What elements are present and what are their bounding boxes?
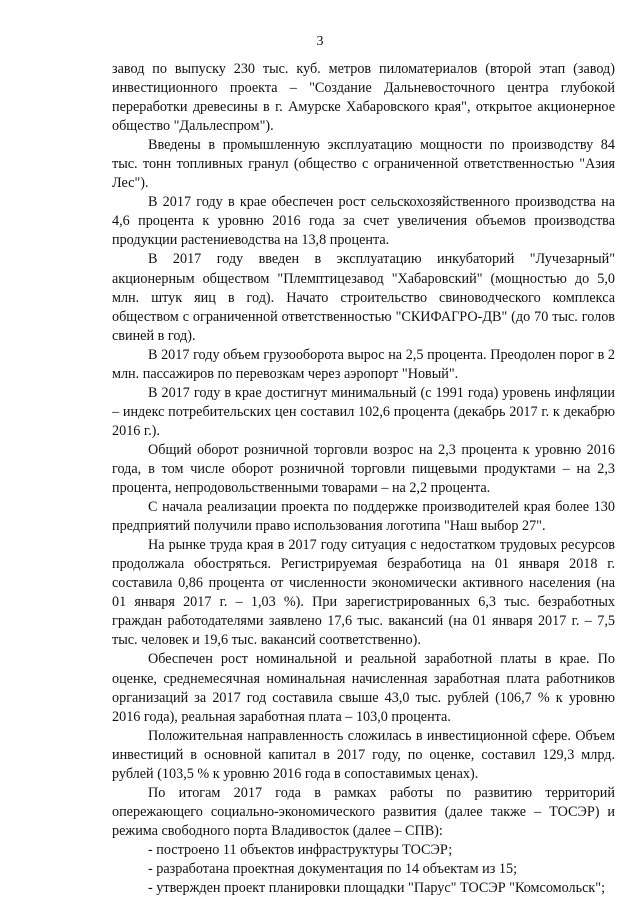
list-item: - разработана проектная документация по 14 объектам из 15; [148,860,518,877]
paragraph: На рынке труда края в 2017 году ситуация с недостатком трудовых ресурсов продолжала обостряться. Регистрируемая безработица на 01 января 2018 г. составила 0,86 процента от численности экономически активного населения (на 01 января 2017 г. – 1,03 %). При зарегистрированных 6,3 тыс. безработных граждан работодателями заявлено 17,6 тыс. вакансий (на 01 января 2017 г. – 7,5 тыс. человек и 19,6 тыс. вакансий соответственно). [112,537,615,649]
paragraph: С начала реализации проекта по поддержке производителей края более 130 предприятий получили право использования логотипа "Наш выбор 27". [112,499,615,535]
paragraph: Положительная направленность сложилась в инвестиционной сфере. Объем инвестиций в основной капитал в 2017 году, по оценке, составил 129,3 млрд. рублей (103,5 % к уровню 2016 года в сопоставимых ценах). [112,727,615,782]
paragraph: завод по выпуску 230 тыс. куб. метров пиломатериалов (второй этап (завод) инвестиционного проекта – "Создание Дальневосточного центра глубокой переработки древесины в г. Амурске Хабаровского края", открытое акционерное общество "Дальлеспром"). [112,61,615,135]
paragraph: В 2017 году в крае достигнут минимальный (с 1991 года) уровень инфляции – индекс потребительских цен составил 102,6 процента (декабрь 2017 г. к декабрю 2016 г.). [112,384,615,439]
list-item: - утвержден проект планировки площадки "Парус" ТОСЭР "Комсомольск"; [148,880,606,897]
paragraph: В 2017 году введен в эксплуатацию инкубаторий "Лучезарный" акционерным обществом "Племптицезавод "Хабаровский" (мощностью до 5,0 млн. штук яиц в год). Начато строительство свиноводческого комплекса обществом с ограниченной ответственностью "СКИФАГРО-ДВ" (до 70 тыс. голов свиней в год). [112,251,615,344]
paragraph: Введены в промышленную эксплуатацию мощности по производству 84 тыс. тонн топливных гранул (общество с ограниченной ответственностью "Азия Лес"). [112,137,615,192]
paragraph: По итогам 2017 года в рамках работы по развитию территорий опережающего социально-экономического развития (далее также – ТОСЭР) и режима свободного порта Владивосток (далее – СПВ): [112,784,615,839]
paragraph: В 2017 году объем грузооборота вырос на 2,5 процента. Преодолен порог в 2 млн. пассажиров по перевозкам через аэропорт "Новый". [112,346,615,382]
page-number: 3 [316,34,324,49]
paragraph: В 2017 году в крае обеспечен рост сельскохозяйственного производства на 4,6 процента к уровню 2016 года за счет увеличения объемов производства продукции растениеводства на 13,8 процента. [112,194,615,249]
paragraph: Общий оборот розничной торговли возрос на 2,3 процента к уровню 2016 года, в том числе оборот розничной торговли пищевыми продуктами – на 2,3 процента, непродовольственными товарами – на 2,2 процента. [112,441,615,497]
document-body [112,60,615,898]
list-item: - построено 11 объектов инфраструктуры ТОСЭР; [148,841,453,858]
paragraph: Обеспечен рост номинальной и реальной заработной платы в крае. По оценке, среднемесячная номинальная начисленная заработная плата работников организаций за 2017 год составила свыше 43,0 тыс. рублей (106,7 % к уровню 2016 года), реальная заработная плата – 103,0 процента. [112,651,615,725]
